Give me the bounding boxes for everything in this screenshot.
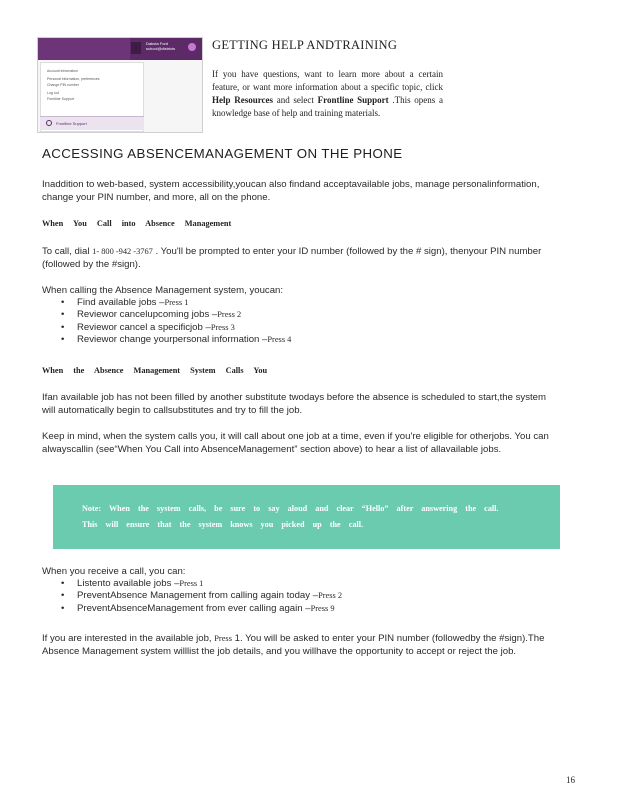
receive-call-intro: When you receive a call, you can: — [42, 566, 186, 577]
list-item: • Reviewor cancelupcoming jobs –Press 2 — [42, 309, 562, 321]
screenshot-menu-line: Personal information, preferences — [47, 77, 100, 81]
closing-paragraph: If you are interested in the available job, Press 1. You will be asked to enter your PIN number (followedby the #sign).The Absence Management system willlist the job details, and you willhave the opportunity to accept or reject the job. — [42, 633, 545, 657]
page-number: 16 — [566, 775, 575, 785]
list-item: • Reviewor cancel a specificjob –Press 3 — [42, 322, 562, 334]
list-item: • Reviewor change yourpersonal information –Press 4 — [42, 334, 562, 346]
system-calls-heading: When the Absence Management System Calls You — [42, 366, 268, 375]
list-item: • PreventAbsence Management from calling again today –Press 2 — [42, 590, 562, 602]
call-in-list-intro: When calling the Absence Management system, youcan: — [42, 285, 284, 296]
call-in-options-list — [42, 297, 562, 347]
screenshot-menu-line: Account information — [47, 69, 78, 73]
screenshot-user-district: school@districts — [146, 46, 176, 51]
note-text: Note: When the system calls, be sure to say aloud and clear “Hello” after answering the call. This will ensure that the system knows you picked up the call. — [82, 504, 499, 529]
screenshot-menu-line: Log out — [47, 91, 59, 95]
getting-help-text: If you have questions, want to learn more about a certain feature, or want more information about a specific topic, click Help Resources and select Frontline Support .This opens a knowledge base of help and training materials. — [212, 69, 443, 118]
frontline-support-label: Frontline Support — [317, 95, 389, 105]
phone-number: 1- 800 -942 -3767 — [92, 247, 153, 256]
support-icon — [46, 120, 52, 126]
call-in-heading: When You Call into Absence Management — [42, 219, 232, 228]
section-title: ACCESSING ABSENCEMANAGEMENT ON THE PHONE — [42, 146, 403, 161]
getting-help-title: GETTING HELP ANDTRAINING — [212, 38, 398, 52]
list-item: • Listento available jobs –Press 1 — [42, 578, 562, 590]
screenshot-menu-line: Frontline Support — [47, 97, 74, 101]
system-calls-paragraph-2: Keep in mind, when the system calls you, it will call about one job at a time, even if you're eligible for otherjobs. You can alwayscallin (see“When You Call into AbsenceManagement” section above) to hear a list of allavailable jobs. — [42, 431, 549, 455]
dial-paragraph: To call, dial 1- 800 -942 -3767 . You'll be prompted to enter your ID number (followed by the # sign), thenyour PIN number (followed by the #sign). — [42, 246, 542, 270]
user-avatar-icon — [188, 43, 196, 51]
note-box — [53, 485, 560, 549]
screenshot-user-name: Dakota Ford — [146, 41, 169, 46]
help-resources-label: Help Resources — [212, 95, 274, 105]
list-item: • Find available jobs –Press 1 — [42, 297, 562, 309]
screenshot-header — [38, 38, 202, 60]
help-menu-screenshot — [37, 37, 203, 133]
help-icon — [131, 42, 141, 54]
receive-call-options-list — [42, 578, 562, 615]
screenshot-support-link: Frontline Support — [40, 116, 144, 130]
list-item: • PreventAbsenceManagement from ever calling again –Press 9 — [42, 603, 562, 615]
system-calls-paragraph-1: Ifan available job has not been filled by another substitute twodays before the absence is scheduled to start,the system will automatically begin to callsubstitutes and try to fill the job. — [42, 392, 546, 416]
intro-paragraph: Inaddition to web-based, system accessibility,youcan also findand acceptavailable jobs, manage personalinformation, change your PIN number, and more, all on the phone. — [42, 179, 540, 203]
screenshot-menu-line: Change PIN number — [47, 83, 79, 87]
